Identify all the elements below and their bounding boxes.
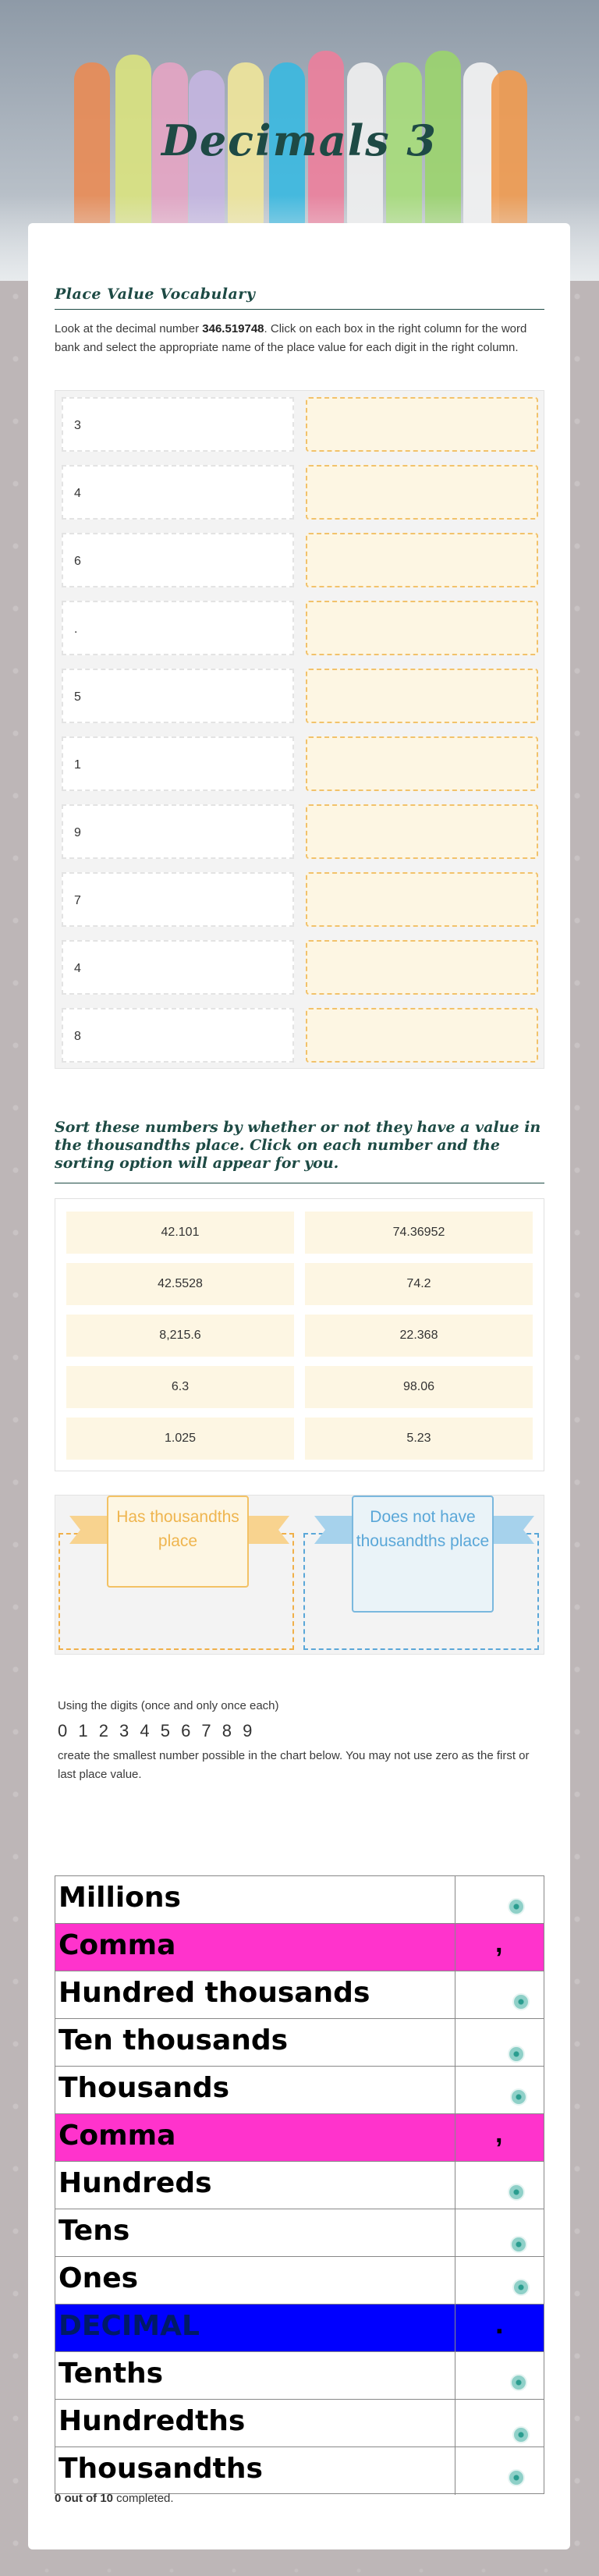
place-label: Hundred thousands <box>58 1977 370 2009</box>
place-row-hundreds <box>55 2161 544 2209</box>
digit-card: 5 <box>62 669 294 723</box>
digit-input-hotspot[interactable] <box>512 1993 530 2010</box>
sort-number-chip[interactable]: 5.23 <box>305 1418 533 1460</box>
digit-input-hotspot[interactable] <box>510 2374 527 2391</box>
sort-number-chip[interactable]: 6.3 <box>66 1366 294 1408</box>
digit-input-hotspot[interactable] <box>508 1898 525 1915</box>
sort-number-chip[interactable]: 74.2 <box>305 1263 533 1305</box>
place-row-ten-thousands <box>55 2018 544 2066</box>
label-has-thousandths: Has thousandths place <box>107 1496 249 1588</box>
sort-number-chip[interactable]: 22.368 <box>305 1315 533 1357</box>
comma-mark: , <box>495 2119 503 2148</box>
place-row-comma <box>55 1923 544 1971</box>
sort-number-chip[interactable]: 98.06 <box>305 1366 533 1408</box>
place-row-ones <box>55 2256 544 2304</box>
sort-bins <box>55 1495 544 1655</box>
place-label: Tens <box>58 2215 130 2247</box>
digit-card: 3 <box>62 397 294 452</box>
digits-instruction: create the smallest number possible in the chart below. You may not use zero as the first or last place value. <box>58 1749 530 1781</box>
digit-input-hotspot[interactable] <box>510 2088 527 2106</box>
digit-input-hotspot[interactable] <box>510 2236 527 2253</box>
place-label: Ten thousands <box>58 2024 289 2056</box>
digits-list: 0 1 2 3 4 5 6 7 8 9 <box>58 1721 256 1740</box>
vocab-section-title: Place Value Vocabulary <box>55 286 256 303</box>
place-label: Thousandths <box>58 2453 263 2485</box>
place-name-dropzone[interactable] <box>306 736 538 791</box>
sort-number-chip[interactable]: 8,215.6 <box>66 1315 294 1357</box>
place-label: Comma <box>58 1929 176 1961</box>
sort-number-chip[interactable]: 74.36952 <box>305 1212 533 1254</box>
place-name-dropzone[interactable] <box>306 804 538 859</box>
digit-input-hotspot[interactable] <box>508 2046 525 2063</box>
place-row-hundredths <box>55 2399 544 2446</box>
digit-card: 4 <box>62 465 294 520</box>
place-name-dropzone[interactable] <box>306 872 538 927</box>
place-label: Comma <box>58 2120 176 2152</box>
digit-input-hotspot[interactable] <box>512 2426 530 2443</box>
matching-area <box>55 390 544 1069</box>
digit-card: 8 <box>62 1008 294 1063</box>
worksheet-card <box>28 223 570 2549</box>
digit-card: 1 <box>62 736 294 791</box>
vocab-instructions: Look at the decimal number 346.519748. Click on each box in the right column for the word bank and select the appropriate name of the place value for each digit in the right column. <box>55 322 527 354</box>
place-row-comma <box>55 2113 544 2161</box>
place-label: DECIMAL <box>58 2310 200 2342</box>
place-label: Thousands <box>58 2072 230 2104</box>
place-name-dropzone[interactable] <box>306 940 538 995</box>
place-row-thousands <box>55 2066 544 2113</box>
digit-card: 4 <box>62 940 294 995</box>
sort-number-chip[interactable]: 42.101 <box>66 1212 294 1254</box>
section-divider <box>55 309 544 310</box>
digit-card: 6 <box>62 533 294 587</box>
sort-numbers-area <box>55 1198 544 1471</box>
place-row-tenths <box>55 2351 544 2399</box>
place-name-dropzone[interactable] <box>306 465 538 520</box>
comma-mark: , <box>495 1928 503 1958</box>
digit-input-hotspot[interactable] <box>508 2469 525 2486</box>
place-row-tens <box>55 2209 544 2256</box>
place-row-decimal <box>55 2304 544 2351</box>
completion-status: 0 out of 10 completed. <box>55 2492 174 2505</box>
place-label: Millions <box>58 1882 181 1914</box>
place-label: Hundreds <box>58 2167 212 2199</box>
place-label: Ones <box>58 2262 139 2294</box>
digits-intro: Using the digits (once and only once each) <box>58 1699 279 1712</box>
label-no-thousandths: Does not have thousandths place <box>352 1496 494 1613</box>
place-name-dropzone[interactable] <box>306 669 538 723</box>
digit-input-hotspot[interactable] <box>508 2184 525 2201</box>
digit-card: 7 <box>62 872 294 927</box>
place-name-dropzone[interactable] <box>306 1008 538 1063</box>
page-title: Decimals 3 <box>161 115 438 165</box>
place-name-dropzone[interactable] <box>306 533 538 587</box>
digit-input-hotspot[interactable] <box>512 2279 530 2296</box>
sort-number-chip[interactable]: 1.025 <box>66 1418 294 1460</box>
place-label: Tenths <box>58 2358 164 2390</box>
decimal-point-mark: . <box>495 2308 504 2340</box>
place-row-millions <box>55 1875 544 1923</box>
sort-number-chip[interactable]: 42.5528 <box>66 1263 294 1305</box>
place-row-thousandths <box>55 2446 544 2494</box>
place-name-dropzone[interactable] <box>306 397 538 452</box>
sort-section-title: Sort these numbers by whether or not they have a value in the thousandths place. Click on each number and the sorting option will appear for you. <box>55 1119 541 1172</box>
digit-card: . <box>62 601 294 655</box>
place-label: Hundredths <box>58 2405 246 2437</box>
place-row-hundred-thousands <box>55 1971 544 2018</box>
digit-card: 9 <box>62 804 294 859</box>
place-name-dropzone[interactable] <box>306 601 538 655</box>
